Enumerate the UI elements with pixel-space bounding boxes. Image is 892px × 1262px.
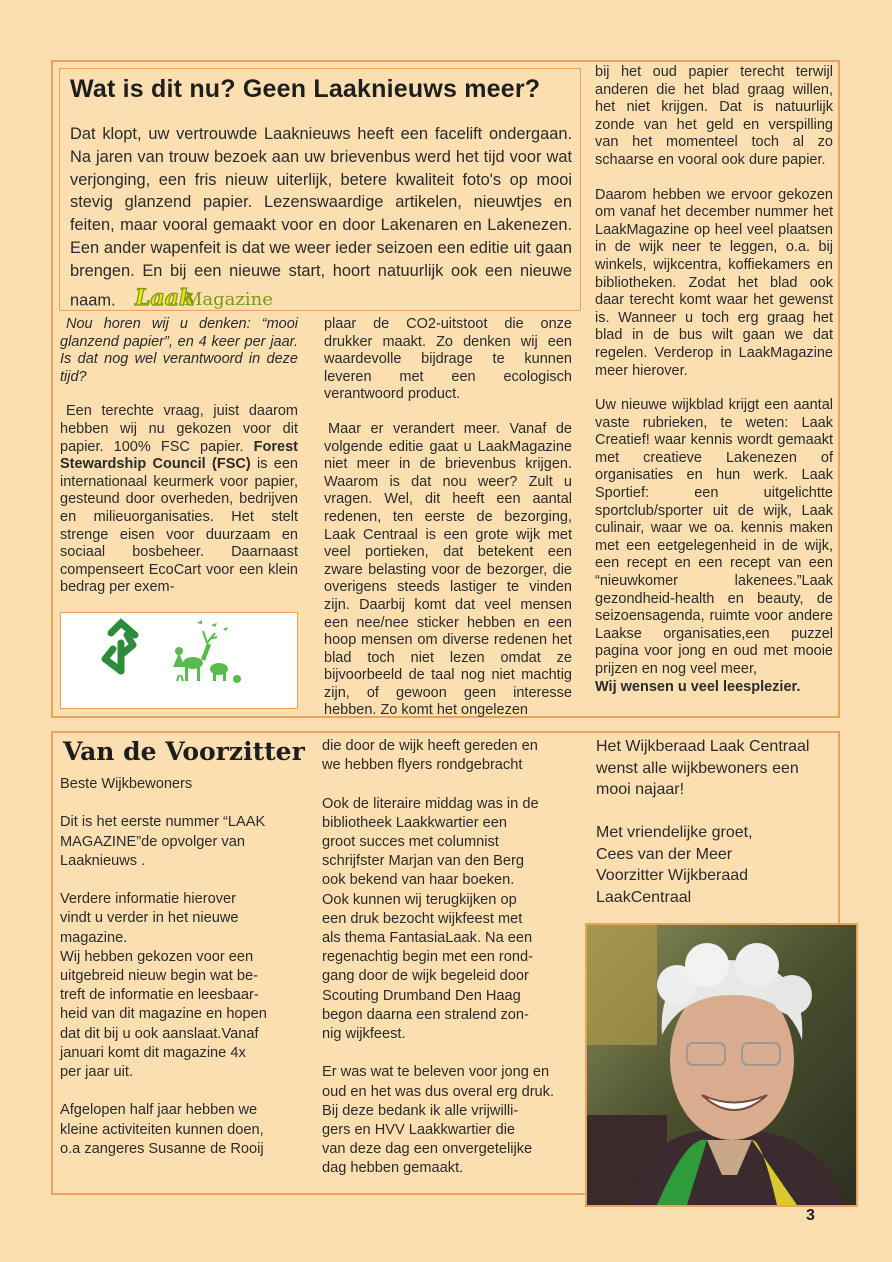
laakmagazine-logo-svg <box>134 283 274 313</box>
voorzitter-photo <box>585 923 858 1207</box>
fsc-paragraph <box>60 403 298 597</box>
fsc-text-end: is een internationaal keurmerk voor papier, gesteund door overheden, bedrijven en milieuorganisaties. Het stelt strenge eisen voor duurzaam en sociaal bosbeheer. Daarnaast compenseert EcoCart voor een klein bedrag per exem- <box>60 456 298 596</box>
fsc-tree-icon <box>105 623 135 671</box>
question-text: Nou horen wij u denken: “mooi glanzend papier”, en 4 keer per jaar. Is dat nog wel verantwoord in deze tijd? <box>60 316 298 385</box>
portrait-image <box>587 925 856 1205</box>
intro-body <box>70 123 572 319</box>
fsc-text-bold: Forest Stewardship Council (FSC) <box>60 438 298 473</box>
top-column-1 <box>60 316 298 597</box>
page-number: 3 <box>806 1207 815 1224</box>
co2-paragraph: plaar de CO2-uitstoot die onze drukker maakt. Zo denken wij een waardevolle bijdrage te kunnen leveren met een ecologisch verantwoord product. <box>324 316 572 403</box>
laakmagazine-logo <box>134 283 274 320</box>
top-column-3 <box>595 64 833 696</box>
bottom-column-2: die door de wijk heeft gereden en we hebben flyers rondgebracht Ook de literaire middag was in de bibliotheek Laakkwartier een groot succes met columnist schrijfster Marjan van den Berg ook bekend van haar boeken. Ook kunnen wij terugkijken op een druk bezocht wijkfeest met als thema FantasiaLaak. Na een regenachtig begin met een rond- gang door de wijk begeleid door Scouting Drumband Den Haag begon daarna een stralend zon- nig wijkfeest. Er was wat te beleven voor jong en oud en het was dus overal erg druk. Bij deze bedank ik alle vrijwilli- gers en HVV Laakkwartier die van deze dag een onvergetelijke dag hebben gemaakt. <box>322 738 555 1177</box>
intro-title: Wat is dit nu? Geen Laaknieuws meer? <box>70 75 541 103</box>
changes-paragraph: Maar er verandert meer. Vanaf de volgende editie gaat u LaakMagazine niet meer in de brievenbus krijgen. Waarom is dat nou weer? Zult u vragen. Wel, dit heeft een aantal redenen, ten eerste de bezorging, Laak Centraal is een grote wijk met veel portieken, dat betekent een zware belasting voor de bezorger, die overigens steeds lastiger te vinden zijn. Daarbij komt dat veel mensen een nee/nee sticker hebben en een hoop mensen om diverse redenen het blad toch niet lezen omdat ze bijvoorbeeld de taal nog niet machtig zijn, of gewoon geen interesse hebben. Zo komt het ongelezen <box>324 420 572 719</box>
voorzitter-title: Van de Voorzitter <box>63 737 305 766</box>
bottom-column-1: Beste Wijkbewoners Dit is het eerste nummer “LAAK MAGAZINE”de opvolger van Laaknieuws . Verdere informatie hierover vindt u verder in het nieuwe magazine. Wij hebben gekozen voor een uitgebreid nieuw begin wat be- treft de informatie en leesbaar- heid van dit magazine en hopen dat dit bij u ook aanslaat.Vanaf januari komt dit magazine 4x per jaar uit. Afgelopen half jaar hebben we kleine activiteiten kunnen doen, o.a zangeres Susanne de Rooij <box>60 776 267 1157</box>
intro-text: Dat klopt, uw vertrouwde Laaknieuws heeft een facelift ondergaan. Na jaren van trouw bezoek aan uw brievenbus werd het tijd voor wat verjonging, een fris nieuw uiterlijk, betere kwaliteit foto's op mooi stevig glanzend papier. Lezenswaardige artikelen, nieuwtjes en feiten, maar vooral gemaakt voor en door Lakenaren en Lakenezen. Een ander wapenfeit is dat we weer ieder seizoen een editie uit gaan brengen. En bij een nieuwe start, hoort natuurlijk ook een nieuwe naam. <box>70 125 572 310</box>
fsc-logo <box>61 613 296 707</box>
fsc-text-start: Een terechte vraag, juist daarom hebben wij nu gekozen voor dit papier. 100% FSC papier. <box>60 403 298 455</box>
distribution-paragraph: Daarom hebben we ervoor gekozen om vanaf het december nummer het LaakMagazine op heel veel plaatsen in de wijk neer te leggen, o.a. bij winkels, wijkcentra, koffiekamers en bibliotheken. Zodat het blad ook daar terecht komt waar het gewenst is. Wanneer u toch erg graag het blad in de bus wilt gaan we dat regelen. Verderop in LaakMagazine meer hierover. <box>595 186 833 379</box>
fsc-logo-box <box>60 612 298 709</box>
rubrieken-paragraph: Uw nieuwe wijkblad krijgt een aantal vaste rubrieken, te weten: Laak Creatief! waar kennis wordt gemaakt met creatieve Lakenezen of organisaties en hun werk. Laak Sportief: een uitgelichtte sportclub/sporter uit de wijk, Laak culinair, waar we oa. kennis maken met een eetgelegenheid in de wijk, een recept en een recept van een “nieuwkomer lakenees.”Laak gezondheid-health en beauty, de seizoensagenda, ruimte voor andere Laakse organisaties,een puzzel pagina voor jong en oud met mooie prijzen en nog veel meer, <box>595 397 833 677</box>
top-column-2 <box>324 316 572 720</box>
logo-laak: Laak <box>135 284 195 311</box>
intro-box <box>59 68 581 311</box>
paper-paragraph: bij het oud papier terecht terwijl anderen die het blad graag willen, het niet krijgen. Dat is natuurlijk zonde van het geld en verspilling van het momenteel toch al zo schaarse en vooral ook dure papier. <box>595 64 833 168</box>
logo-magazine: Magazine <box>184 288 274 310</box>
bottom-column-3: Het Wijkberaad Laak Centraal wenst alle wijkbewoners een mooi najaar! Met vriendelijke groet, Cees van der Meer Voorzitter Wijkberaad LaakCentraal <box>596 738 810 906</box>
animals-icon <box>173 620 241 683</box>
closing-line: Wij wensen u veel leesplezier. <box>595 678 801 695</box>
